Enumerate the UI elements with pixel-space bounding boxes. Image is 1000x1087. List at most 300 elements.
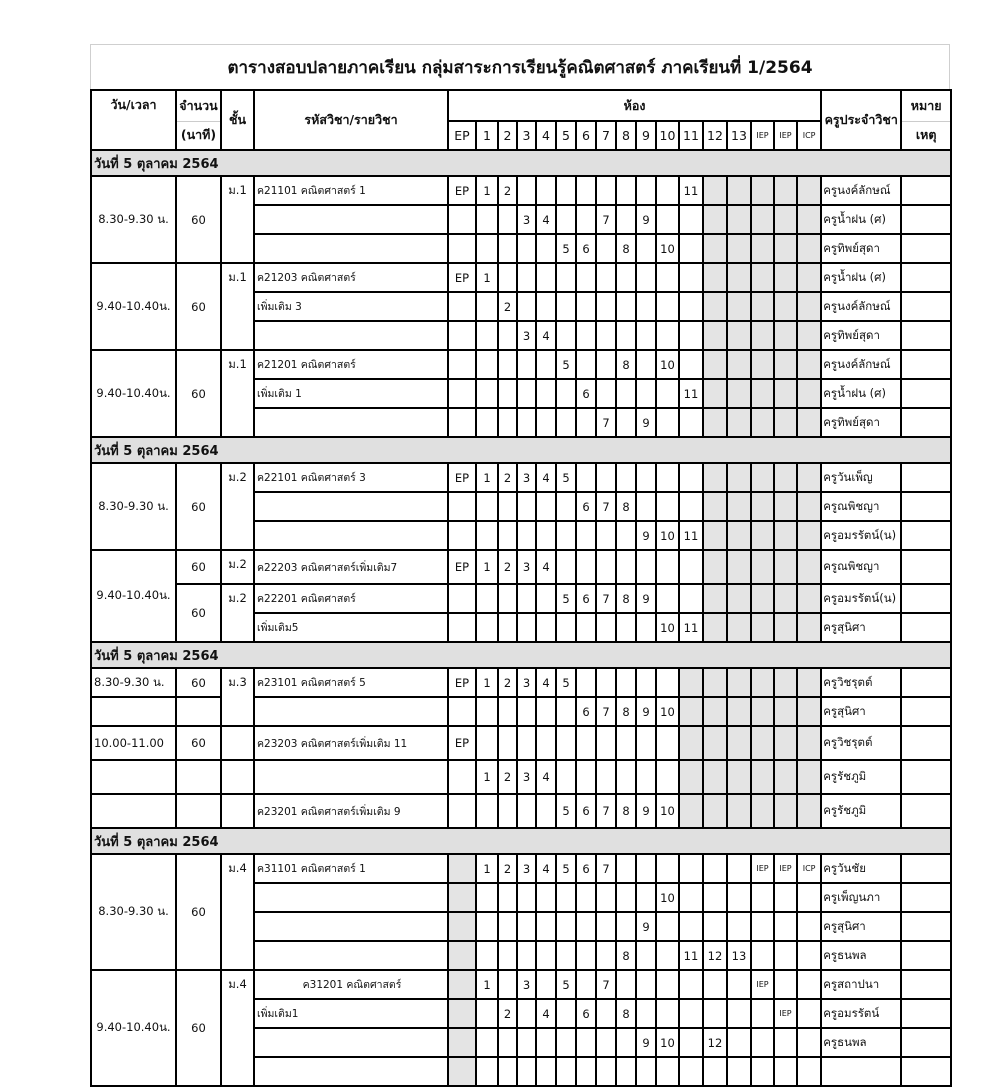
room-cell — [774, 668, 797, 697]
room-cell — [774, 883, 797, 912]
room-cell: 3 — [517, 760, 536, 794]
room-cell — [616, 726, 636, 760]
teacher-cell: ครูวันเพ็ญ — [821, 463, 901, 492]
note-cell — [901, 726, 951, 760]
room-cell — [498, 205, 517, 234]
room-cell — [774, 941, 797, 970]
room-cell — [656, 970, 679, 999]
room-cell: 6 — [576, 854, 596, 883]
room-cell — [774, 794, 797, 828]
room-cell — [517, 263, 536, 292]
room-cell — [616, 668, 636, 697]
room-cell — [679, 726, 703, 760]
subject-cell: ค23201 คณิตศาสตร์เพิ่มเติม 9 — [254, 794, 448, 828]
room-cell — [448, 1028, 476, 1057]
room-cell: IEP — [751, 970, 774, 999]
room-cell — [797, 292, 821, 321]
room-cell — [556, 912, 576, 941]
teacher-cell: ครูนงค์ลักษณ์ — [821, 350, 901, 379]
room-cell — [727, 550, 751, 584]
room-cell — [679, 697, 703, 726]
room-cell — [448, 912, 476, 941]
room-cell — [476, 912, 498, 941]
room-cell — [498, 234, 517, 263]
header-room-col: 4 — [536, 121, 556, 150]
teacher-cell: ครูธนพล — [821, 941, 901, 970]
room-cell: 13 — [727, 941, 751, 970]
room-cell — [576, 550, 596, 584]
room-cell — [656, 726, 679, 760]
room-cell — [616, 408, 636, 437]
room-cell — [679, 584, 703, 613]
room-cell — [751, 584, 774, 613]
room-cell — [476, 883, 498, 912]
note-cell — [901, 613, 951, 642]
room-cell — [636, 292, 656, 321]
header-room-col: 5 — [556, 121, 576, 150]
room-cell — [498, 970, 517, 999]
room-cell: 1 — [476, 760, 498, 794]
header-note-bottom: เหตุ — [901, 121, 951, 150]
time-cell: 9.40-10.40น. — [91, 263, 176, 350]
room-cell — [636, 350, 656, 379]
header-room-col: 10 — [656, 121, 679, 150]
room-cell — [616, 760, 636, 794]
room-cell — [751, 999, 774, 1028]
note-cell — [901, 263, 951, 292]
time-cell: 8.30-9.30 น. — [91, 463, 176, 550]
room-cell: EP — [448, 263, 476, 292]
room-cell — [774, 205, 797, 234]
room-cell — [797, 726, 821, 760]
header-room-col: EP — [448, 121, 476, 150]
room-cell: 11 — [679, 379, 703, 408]
room-cell — [556, 492, 576, 521]
room-cell: 11 — [679, 521, 703, 550]
room-cell: 4 — [536, 999, 556, 1028]
room-cell: 9 — [636, 697, 656, 726]
header-amount-unit: (นาที) — [176, 121, 221, 150]
room-cell — [517, 176, 536, 205]
room-cell: 6 — [576, 584, 596, 613]
room-cell — [536, 941, 556, 970]
room-cell — [679, 292, 703, 321]
room-cell: 5 — [556, 234, 576, 263]
room-cell — [679, 550, 703, 584]
room-cell — [703, 176, 727, 205]
note-cell — [901, 492, 951, 521]
room-cell — [636, 379, 656, 408]
room-cell: 5 — [556, 854, 576, 883]
minutes-cell: 60 — [176, 970, 221, 1086]
room-cell — [556, 521, 576, 550]
room-cell — [656, 760, 679, 794]
room-cell: 5 — [556, 463, 576, 492]
room-cell — [596, 1028, 616, 1057]
room-cell — [774, 176, 797, 205]
room-cell: 9 — [636, 408, 656, 437]
room-cell — [797, 176, 821, 205]
room-cell — [751, 941, 774, 970]
room-cell — [774, 760, 797, 794]
room-cell — [556, 550, 576, 584]
room-cell: 4 — [536, 463, 556, 492]
time-cell: 8.30-9.30 น. — [91, 854, 176, 970]
room-cell — [636, 613, 656, 642]
subject-cell — [254, 408, 448, 437]
room-cell: 10 — [656, 613, 679, 642]
room-cell — [679, 492, 703, 521]
room-cell — [727, 463, 751, 492]
note-cell — [901, 408, 951, 437]
room-cell — [797, 463, 821, 492]
room-cell: 6 — [576, 379, 596, 408]
teacher-cell: ครูอมรรัตน์ — [821, 999, 901, 1028]
teacher-cell: ครูสุนิศา — [821, 912, 901, 941]
table-row — [91, 463, 951, 492]
time-cell — [91, 697, 176, 726]
room-cell — [596, 726, 616, 760]
subject-cell — [254, 912, 448, 941]
room-cell: 3 — [517, 854, 536, 883]
room-cell — [656, 205, 679, 234]
room-cell — [727, 408, 751, 437]
minutes-cell: 60 — [176, 463, 221, 550]
teacher-cell: ครูเพ็ญนภา — [821, 883, 901, 912]
room-cell — [774, 492, 797, 521]
room-cell — [576, 292, 596, 321]
note-cell — [901, 350, 951, 379]
room-cell — [703, 292, 727, 321]
room-cell — [596, 883, 616, 912]
room-cell — [679, 263, 703, 292]
room-cell: 7 — [596, 794, 616, 828]
date-section-header — [91, 150, 951, 176]
room-cell — [476, 408, 498, 437]
room-cell — [797, 970, 821, 999]
note-cell — [901, 379, 951, 408]
subject-cell: ค31101 คณิตศาสตร์ 1 — [254, 854, 448, 883]
room-cell — [727, 668, 751, 697]
room-cell — [656, 263, 679, 292]
room-cell — [517, 292, 536, 321]
room-cell — [751, 521, 774, 550]
room-cell — [727, 999, 751, 1028]
room-cell: 3 — [517, 321, 536, 350]
room-cell — [703, 205, 727, 234]
room-cell — [727, 350, 751, 379]
room-cell — [576, 463, 596, 492]
grade-cell — [221, 760, 254, 794]
minutes-cell: 60 — [176, 263, 221, 350]
room-cell — [679, 408, 703, 437]
room-cell — [596, 941, 616, 970]
room-cell — [751, 205, 774, 234]
room-cell: EP — [448, 668, 476, 697]
room-cell — [476, 205, 498, 234]
room-cell — [536, 970, 556, 999]
room-cell — [797, 234, 821, 263]
room-cell: EP — [448, 463, 476, 492]
room-cell: EP — [448, 550, 476, 584]
room-cell: 6 — [576, 492, 596, 521]
room-cell: 5 — [556, 668, 576, 697]
room-cell — [656, 463, 679, 492]
grade-cell: ม.1 — [221, 263, 254, 350]
room-cell: 10 — [656, 350, 679, 379]
room-cell — [498, 350, 517, 379]
room-cell: 1 — [476, 463, 498, 492]
grade-cell: ม.4 — [221, 854, 254, 970]
header-room-col: 9 — [636, 121, 656, 150]
room-cell: 7 — [596, 854, 616, 883]
room-cell — [774, 1028, 797, 1057]
room-cell — [448, 234, 476, 263]
room-cell — [536, 176, 556, 205]
teacher-cell: ครูนงค์ลักษณ์ — [821, 292, 901, 321]
room-cell — [476, 999, 498, 1028]
grade-cell: ม.1 — [221, 350, 254, 437]
room-cell: 4 — [536, 321, 556, 350]
teacher-cell: ครูนงค์ลักษณ์ — [821, 176, 901, 205]
room-cell — [536, 521, 556, 550]
room-cell — [727, 176, 751, 205]
room-cell: 11 — [679, 613, 703, 642]
room-cell: 2 — [498, 550, 517, 584]
room-cell — [498, 408, 517, 437]
room-cell — [774, 521, 797, 550]
minutes-cell — [176, 794, 221, 828]
room-cell — [476, 521, 498, 550]
minutes-cell: 60 — [176, 668, 221, 697]
table-row — [91, 263, 951, 292]
room-cell: IEP — [751, 854, 774, 883]
room-cell — [517, 941, 536, 970]
room-cell — [517, 613, 536, 642]
note-cell — [901, 205, 951, 234]
room-cell — [636, 760, 656, 794]
room-cell: 4 — [536, 668, 556, 697]
room-cell — [576, 668, 596, 697]
room-cell — [751, 321, 774, 350]
room-cell — [596, 292, 616, 321]
subject-cell: ค21203 คณิตศาสตร์ — [254, 263, 448, 292]
table-row — [91, 584, 951, 613]
room-cell — [751, 379, 774, 408]
room-cell — [576, 760, 596, 794]
room-cell: IEP — [774, 854, 797, 883]
room-cell — [448, 970, 476, 999]
room-cell — [517, 521, 536, 550]
room-cell: 4 — [536, 854, 556, 883]
teacher-cell: ครูน้ำฝน (ศ) — [821, 263, 901, 292]
room-cell: 8 — [616, 234, 636, 263]
room-cell — [596, 668, 616, 697]
room-cell — [616, 550, 636, 584]
note-cell — [901, 970, 951, 999]
note-cell — [901, 668, 951, 697]
grade-cell: ม.2 — [221, 550, 254, 584]
room-cell — [616, 176, 636, 205]
subject-cell: ค21101 คณิตศาสตร์ 1 — [254, 176, 448, 205]
table-row — [91, 760, 951, 794]
note-cell — [901, 999, 951, 1028]
subject-cell — [254, 321, 448, 350]
section-date: วันที่ 5 ตุลาคม 2564 — [91, 642, 951, 668]
note-cell — [901, 883, 951, 912]
room-cell: 8 — [616, 492, 636, 521]
room-cell — [751, 263, 774, 292]
time-cell: 9.40-10.40น. — [91, 350, 176, 437]
room-cell — [556, 613, 576, 642]
room-cell — [727, 205, 751, 234]
room-cell — [727, 1028, 751, 1057]
room-cell: 6 — [576, 234, 596, 263]
room-cell: 1 — [476, 854, 498, 883]
header-subject: รหัสวิชา/รายวิชา — [254, 90, 448, 150]
room-cell — [656, 999, 679, 1028]
room-cell — [596, 613, 616, 642]
room-cell — [536, 912, 556, 941]
room-cell — [636, 941, 656, 970]
room-cell — [774, 584, 797, 613]
minutes-cell: 60 — [176, 176, 221, 263]
room-cell — [448, 492, 476, 521]
room-cell: 9 — [636, 912, 656, 941]
room-cell — [703, 492, 727, 521]
subject-cell — [254, 941, 448, 970]
room-cell — [679, 463, 703, 492]
room-cell — [774, 970, 797, 999]
subject-cell — [254, 760, 448, 794]
room-cell — [448, 883, 476, 912]
room-cell: 1 — [476, 550, 498, 584]
header-room-col: 11 — [679, 121, 703, 150]
header-amount: จำนวน — [176, 90, 221, 121]
room-cell — [797, 1028, 821, 1057]
room-cell — [576, 321, 596, 350]
room-cell — [656, 292, 679, 321]
room-cell — [517, 408, 536, 437]
room-cell — [448, 941, 476, 970]
room-cell — [797, 613, 821, 642]
room-cell — [751, 668, 774, 697]
grade-cell: ม.3 — [221, 668, 254, 726]
room-cell — [774, 350, 797, 379]
header-room-col: 8 — [616, 121, 636, 150]
room-cell: ICP — [797, 854, 821, 883]
room-cell — [476, 1028, 498, 1057]
room-cell — [576, 350, 596, 379]
note-cell — [901, 912, 951, 941]
room-cell — [751, 234, 774, 263]
subject-cell — [254, 521, 448, 550]
room-cell — [556, 760, 576, 794]
minutes-cell: 60 — [176, 854, 221, 970]
room-cell — [797, 205, 821, 234]
room-cell — [498, 941, 517, 970]
room-cell — [498, 521, 517, 550]
note-cell — [901, 321, 951, 350]
room-cell — [536, 350, 556, 379]
room-cell — [476, 234, 498, 263]
room-cell: 4 — [536, 550, 556, 584]
room-cell — [476, 492, 498, 521]
room-cell — [797, 263, 821, 292]
room-cell: 7 — [596, 492, 616, 521]
teacher-cell: ครูทิพย์สุดา — [821, 408, 901, 437]
section-date: วันที่ 5 ตุลาคม 2564 — [91, 150, 951, 176]
room-cell — [636, 234, 656, 263]
note-cell — [901, 584, 951, 613]
room-cell — [536, 1028, 556, 1057]
room-cell — [703, 379, 727, 408]
room-cell — [679, 234, 703, 263]
room-cell: 2 — [498, 463, 517, 492]
room-cell — [703, 999, 727, 1028]
room-cell — [636, 883, 656, 912]
room-cell — [616, 1028, 636, 1057]
room-cell — [448, 613, 476, 642]
teacher-cell: ครูน้ำฝน (ศ) — [821, 379, 901, 408]
room-cell: 7 — [596, 697, 616, 726]
room-cell — [727, 492, 751, 521]
room-cell — [576, 941, 596, 970]
room-cell — [476, 321, 498, 350]
room-cell — [596, 463, 616, 492]
room-cell — [656, 584, 679, 613]
subject-cell: ค22201 คณิตศาสตร์ — [254, 584, 448, 613]
minutes-cell: 60 — [176, 584, 221, 642]
subject-cell: เพิ่มเติม 3 — [254, 292, 448, 321]
note-cell — [901, 550, 951, 584]
teacher-cell: ครูสุนิศา — [821, 697, 901, 726]
teacher-cell: ครูวิชรุตต์ — [821, 726, 901, 760]
room-cell — [498, 584, 517, 613]
room-cell — [536, 697, 556, 726]
note-cell — [901, 760, 951, 794]
room-cell — [703, 350, 727, 379]
minutes-cell: 60 — [176, 350, 221, 437]
room-cell — [751, 794, 774, 828]
room-cell — [616, 292, 636, 321]
room-cell — [656, 668, 679, 697]
room-cell — [498, 883, 517, 912]
room-cell: 9 — [636, 205, 656, 234]
room-cell: 9 — [636, 794, 656, 828]
room-cell: 1 — [476, 668, 498, 697]
room-cell — [536, 234, 556, 263]
room-cell — [448, 321, 476, 350]
room-cell — [448, 697, 476, 726]
room-cell — [797, 584, 821, 613]
subject-cell — [254, 205, 448, 234]
header-room-col: IEP — [751, 121, 774, 150]
room-cell — [536, 292, 556, 321]
room-cell — [576, 1028, 596, 1057]
room-cell — [679, 854, 703, 883]
room-cell — [727, 379, 751, 408]
time-cell: 9.40-10.40น. — [91, 550, 176, 642]
room-cell — [703, 521, 727, 550]
table-row — [91, 726, 951, 760]
room-cell: 7 — [596, 970, 616, 999]
room-cell — [498, 263, 517, 292]
room-cell — [448, 350, 476, 379]
teacher-cell: ครูอมรรัตน์(น) — [821, 521, 901, 550]
room-cell — [703, 697, 727, 726]
room-cell — [556, 408, 576, 437]
